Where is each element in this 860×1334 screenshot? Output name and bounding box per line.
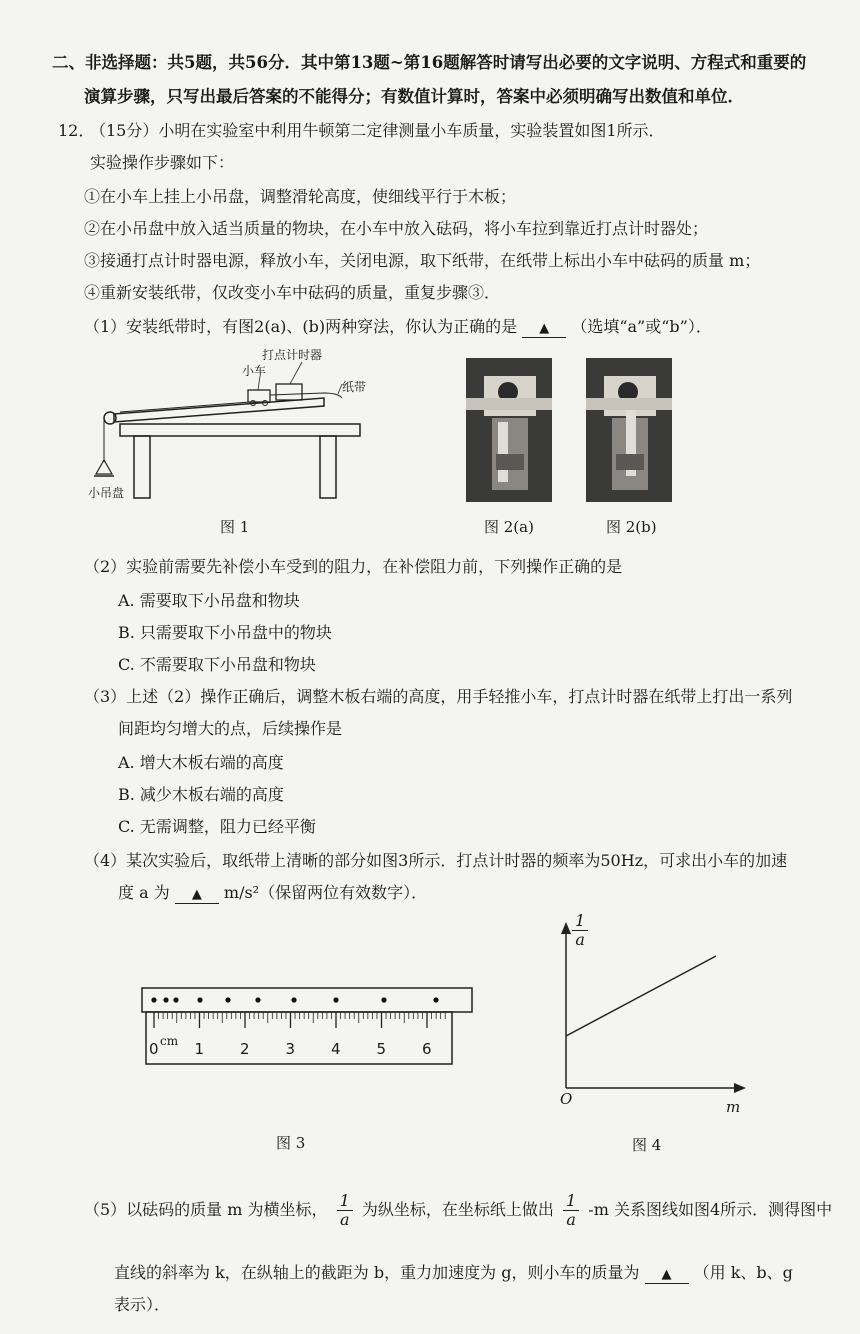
part-5-text-a: （5）以砝码的质量 m 为横坐标，	[84, 1200, 328, 1219]
question-intro: （15分）小明在实验室中利用牛顿第二定律测量小车质量，实验装置如图1所示．	[90, 121, 665, 140]
part-3-option-a: A. 增大木板右端的高度	[118, 753, 284, 772]
ruler-label: 3	[285, 1040, 296, 1058]
answer-blank-4: ▲	[175, 887, 219, 904]
label-cart: 小车	[242, 364, 267, 378]
part-5-line1	[84, 1190, 832, 1230]
figure-2a-caption: 图 2(a)	[484, 518, 534, 536]
part-3-line2: 间距均匀增大的点，后续操作是	[118, 719, 343, 738]
tape-dot	[333, 997, 338, 1002]
part-4-line2	[118, 882, 427, 904]
figure-1-apparatus	[92, 346, 382, 506]
part-2-option-c: C. 不需要取下小吊盘和物块	[118, 655, 316, 674]
step-2: ②在小吊盘中放入适当质量的物块，在小车中放入砝码，将小车拉到靠近打点计时器处；	[84, 219, 709, 238]
part-2-question: （2）实验前需要先补偿小车受到的阻力，在补偿阻力前，下列操作正确的是	[84, 557, 623, 576]
tape-dot	[291, 997, 296, 1002]
figure-1-caption: 图 1	[220, 518, 250, 536]
part-4-unit: m/s²（保留两位有效数字）．	[223, 883, 428, 902]
timer-photo-b-icon	[586, 358, 672, 502]
ruler-label: 2	[240, 1040, 250, 1058]
tape-dot	[163, 997, 168, 1002]
figure-3-ruler	[140, 984, 476, 1074]
figure-2a-photo	[466, 358, 552, 502]
section-header-line1: 二、非选择题：共5题，共56分．其中第13题~第16题解答时请写出必要的文字说明、方程式和重要的	[52, 53, 807, 72]
part-3-line1: （3）上述（2）操作正确后，调整木板右端的高度，用手轻推小车，打点计时器在纸带上打出一系列	[84, 687, 793, 706]
graph-line	[566, 956, 716, 1036]
question-number: 12．	[58, 121, 95, 140]
part-3-option-c: C. 无需调整，阻力已经平衡	[118, 817, 316, 836]
y-label-numerator: 1	[572, 912, 588, 931]
paper-tape	[142, 988, 472, 1012]
y-axis-label	[572, 912, 588, 949]
ruler-label: 5	[376, 1040, 387, 1058]
label-pan: 小吊盘	[88, 486, 125, 500]
fraction-numerator-2: 1	[563, 1192, 579, 1211]
part-5-line3: 表示）．	[114, 1295, 171, 1314]
ruler-body	[146, 1012, 452, 1064]
figure-2b-photo	[586, 358, 672, 502]
step-1: ①在小车上挂上小吊盘，调整滑轮高度，使细线平行于木板；	[84, 187, 517, 206]
part-1-text: （1）安装纸带时，有图2(a)、(b)两种穿法，你认为正确的是	[84, 317, 518, 336]
step-3: ③接通打点计时器电源，释放小车，关闭电源，取下纸带，在纸带上标出小车中砝码的质量 m；	[84, 251, 761, 270]
timer-photo-a-icon	[466, 358, 552, 502]
part-2-option-b: B. 只需要取下小吊盘中的物块	[118, 623, 332, 642]
part-1-hint: （选填“a”或“b”）．	[571, 317, 712, 336]
y-axis-arrow-icon	[561, 922, 571, 934]
tape-dot	[225, 997, 230, 1002]
tape-dot	[381, 997, 386, 1002]
y-label-denominator: a	[575, 930, 585, 949]
part-1-question	[84, 316, 712, 338]
x-axis-label: m	[726, 1098, 741, 1116]
answer-blank-1: ▲	[522, 321, 566, 338]
ruler-label: 6	[422, 1040, 432, 1058]
tape-dot	[173, 997, 178, 1002]
part-3-option-b: B. 减少木板右端的高度	[118, 785, 284, 804]
label-tape: 纸带	[342, 380, 367, 394]
part-4-line1: （4）某次实验后，取纸带上清晰的部分如图3所示．打点计时器的频率为50Hz，可求出小车的加速	[84, 851, 788, 870]
ruler-unit: cm	[160, 1034, 179, 1048]
fraction-numerator: 1	[337, 1192, 353, 1211]
origin-label: O	[560, 1090, 573, 1108]
steps-title: 实验操作步骤如下：	[90, 153, 235, 172]
tape-dot	[151, 997, 156, 1002]
label-timer: 打点计时器	[262, 348, 323, 362]
step-4: ④重新安装纸带，仅改变小车中砝码的质量，重复步骤③．	[84, 283, 501, 302]
part-2-option-a: A. 需要取下小吊盘和物块	[118, 591, 300, 610]
part-5-text-b: 为纵坐标，在坐标纸上做出	[361, 1200, 554, 1219]
fraction-1-over-a	[337, 1192, 353, 1229]
x-axis-arrow-icon	[734, 1083, 746, 1093]
part-4-text: 度 a 为	[118, 883, 170, 902]
part-5-text-c: -m 关系图线如图4所示．测得图中	[588, 1200, 833, 1219]
tape-dot	[433, 997, 438, 1002]
tape-dot	[255, 997, 260, 1002]
answer-blank-5: ▲	[645, 1267, 689, 1284]
part-5-line2	[114, 1262, 793, 1284]
section-header-line2: 演算步骤，只写出最后答案的不能得分；有数值计算时，答案中必须明确写出数值和单位．	[84, 87, 744, 106]
tape-dots	[151, 997, 438, 1002]
fraction-denominator-2: a	[566, 1210, 576, 1229]
fraction-1-over-a-2	[563, 1192, 579, 1229]
figure-4-caption: 图 4	[632, 1136, 662, 1154]
ruler-label: 4	[331, 1040, 341, 1058]
figure-2b-caption: 图 2(b)	[606, 518, 657, 536]
ruler-label: 0	[149, 1040, 159, 1058]
ruler-label: 1	[194, 1040, 205, 1058]
ruler-ticks	[154, 1012, 445, 1028]
fraction-denominator: a	[339, 1210, 350, 1229]
tape-dot	[197, 997, 202, 1002]
part-5-text-d: 直线的斜率为 k，在纵轴上的截距为 b，重力加速度为 g，则小车的质量为	[114, 1263, 640, 1282]
part-5-text-e: （用 k、b、g	[693, 1263, 793, 1282]
figure-3-caption: 图 3	[276, 1134, 306, 1152]
